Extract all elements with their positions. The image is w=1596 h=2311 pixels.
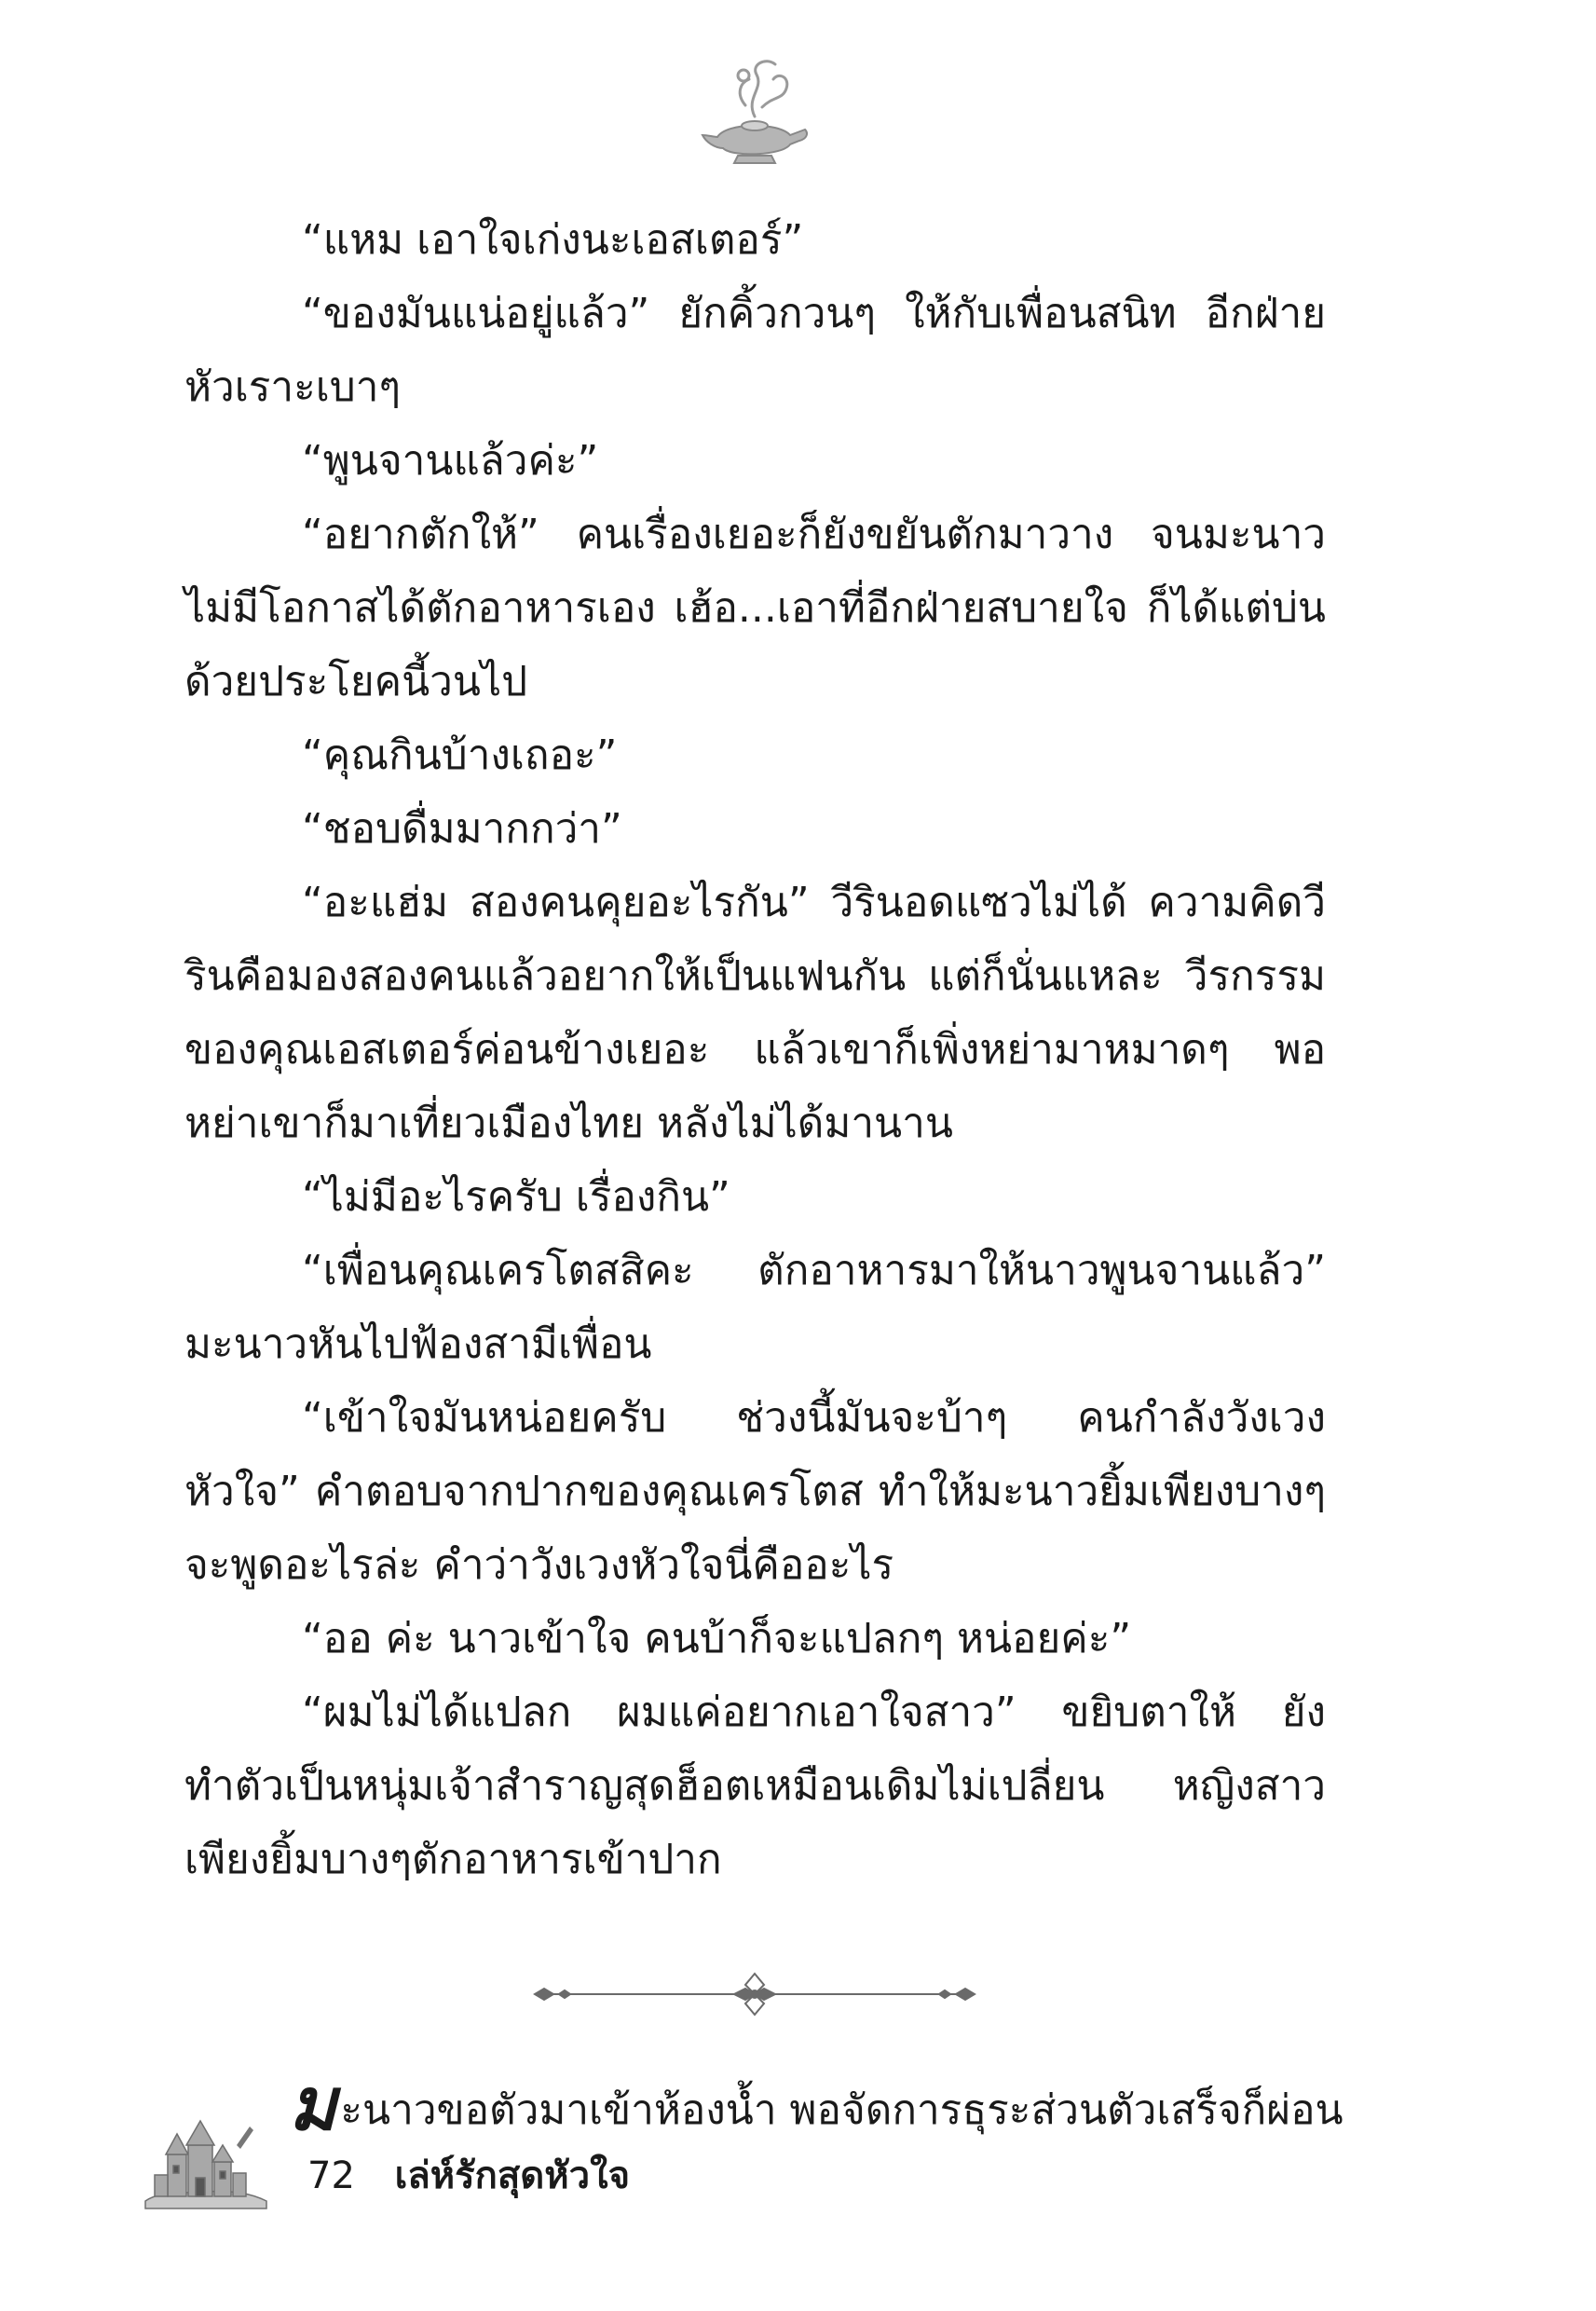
paragraph: “ไม่มีอะไรครับ เรื่องกิน” (302, 1173, 730, 1221)
paragraph: “ของมันแน่อยู่แล้ว” ยักคิ้วกวนๆ ให้กับเพื่อนสนิท อีกฝ่ายหัวเราะเบาๆ (184, 290, 1326, 411)
paragraph: “ผมไม่ได้แปลก ผมแค่อยากเอาใจสาว” ขยิบตาให้ ยังทำตัวเป็นหนุ่มเจ้าสำราญสุดฮ็อตเหมือนเดิมไม่เปลี่ยน หญิงสาวเพียงยิ้มบางๆตักอาหารเข้าปาก (184, 1689, 1326, 1883)
ornamental-divider-icon (522, 1966, 988, 2022)
castle-icon (140, 2108, 270, 2210)
paragraph: “เพื่อนคุณเครโตสสิคะ ตักอาหารมาให้นาวพูนจานแล้ว” มะนาวหันไปฟ้องสามีเพื่อน (184, 1247, 1326, 1368)
paragraph: “ออ ค่ะ นาวเข้าใจ คนบ้าก็จะแปลกๆ หน่อยค่ะ” (302, 1615, 1132, 1662)
paragraph: “แหม เอาใจเก่งนะเอสเตอร์” (302, 216, 804, 264)
page-number: 72 (307, 2154, 355, 2197)
genie-lamp-icon (689, 51, 820, 172)
paragraph: “อยากตักให้” คนเรื่องเยอะก็ยังขยันตักมาวาง จนมะนาวไม่มีโอกาสได้ตักอาหารเอง เฮ้อ...เอาที่อีกฝ่ายสบายใจ ก็ได้แต่บ่นด้วยประโยคนี้วนไป (184, 511, 1326, 705)
chapter-opening-text: ะนาวขอตัวมาเข้าห้องน้ำ พอจัดการธุระส่วนตัวเสร็จก็ผ่อน (340, 2086, 1344, 2134)
drop-cap: ม (289, 2062, 337, 2147)
paragraph: “คุณกินบ้างเถอะ” (302, 732, 618, 779)
paragraph: “ชอบดื่มมากกว่า” (302, 805, 622, 853)
book-title: เล่ห์รักสุดหัวใจ (394, 2154, 631, 2197)
body-text (184, 203, 1326, 1896)
paragraph: “เข้าใจมันหน่อยครับ ช่วงนี้มันจะบ้าๆ คนกำลังวังเวงหัวใจ” คำตอบจากปากของคุณเครโตส ทำให้มะนาวยิ้มเพียงบางๆ จะพูดอะไรล่ะ คำว่าวังเวงหัวใจนี่คืออะไร (184, 1394, 1326, 1589)
chapter-opening-line (289, 2062, 1344, 2147)
page-footer (307, 2153, 630, 2199)
paragraph: “อะแฮ่ม สองคนคุยอะไรกัน” วีรินอดแซวไม่ได้ ความคิดวีรินคือมองสองคนแล้วอยากให้เป็นแฟนกัน แต่ก็นั่นแหละ วีรกรรมของคุณเอสเตอร์ค่อนข้างเยอะ แล้วเขาก็เพิ่งหย่ามาหมาดๆ พอหย่าเขาก็มาเที่ยวเมืองไทย หลังไม่ได้มานาน (184, 879, 1326, 1147)
paragraph: “พูนจานแล้วค่ะ” (302, 437, 599, 485)
